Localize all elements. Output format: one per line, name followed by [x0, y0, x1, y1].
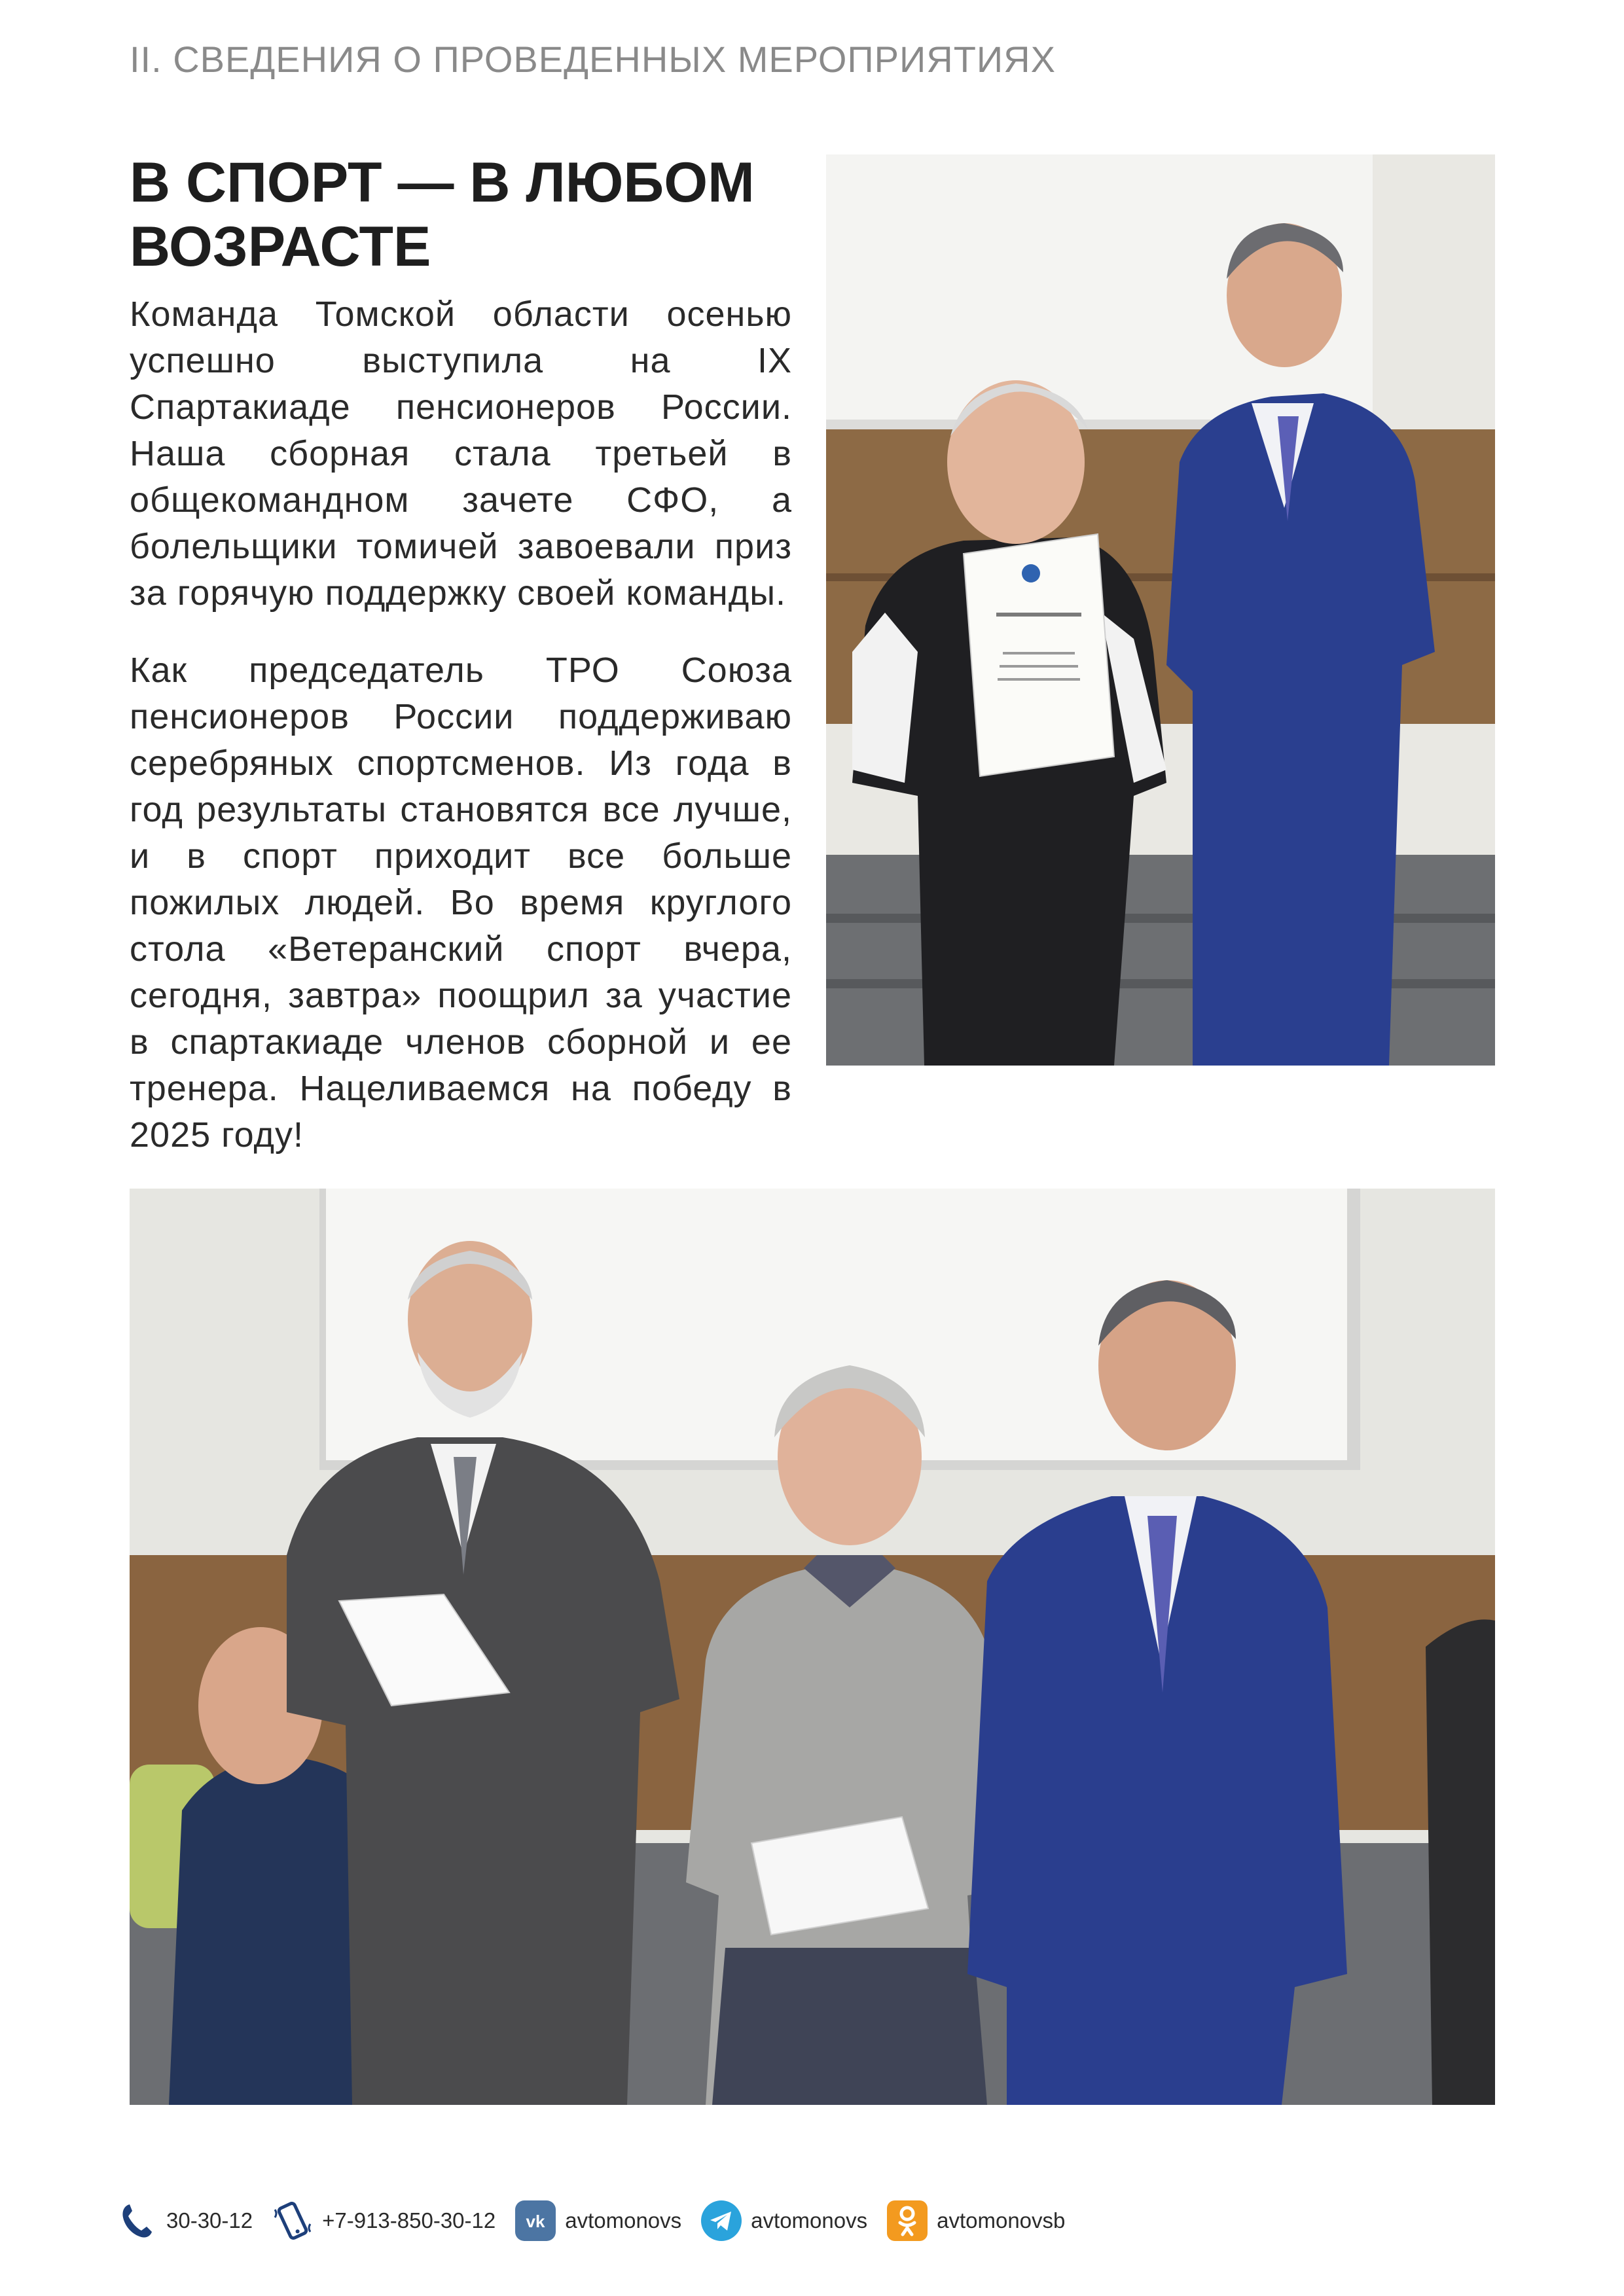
- footer-telegram[interactable]: [701, 2200, 867, 2241]
- mobile-text: +7-913-850-30-12: [322, 2208, 496, 2233]
- article-paragraph-1: Команда Томской области осенью успешно выступила на IX Спартакиаде пенсионеров России. Наша сборная стала третьей в общекомандном зачете СФО, а болельщики томичей завоевали приз за горячую поддержку своей команды.: [130, 295, 792, 613]
- footer-ok[interactable]: [887, 2200, 1065, 2241]
- footer-vk[interactable]: [515, 2200, 681, 2241]
- ok-text: avtomonovsb: [937, 2208, 1066, 2233]
- mobile-phone-icon: [272, 2200, 313, 2241]
- telegram-icon: [701, 2200, 742, 2241]
- telegram-text: avtomonovs: [751, 2208, 868, 2233]
- article-title: В СПОРТ — В ЛЮБОМ ВОЗРАСТЕ: [130, 151, 755, 278]
- photo-group-award: [130, 1189, 1495, 2105]
- footer-contacts: [117, 2191, 1085, 2250]
- footer-mobile[interactable]: [272, 2200, 496, 2241]
- article-paragraph-2: Как председатель ТРО Союза пенсионеров России поддерживаю серебряных спортсменов. Из года в год результаты становятся все лучше, и в спорт приходит все больше пожилых людей. Во время круглого стола «Ветеранский спорт вчера, сегодня, завтра» поощрил за участие в спартакиаде членов сборной и ее тренера. Нацеливаемся на победу в 2025 году!: [130, 651, 792, 1155]
- footer-phone[interactable]: [117, 2200, 253, 2241]
- vk-icon: [515, 2200, 556, 2241]
- phone-icon: [117, 2200, 157, 2241]
- vk-text: avtomonovs: [565, 2208, 682, 2233]
- svg-text:vk: vk: [526, 2212, 545, 2231]
- photo-award-ceremony: [826, 154, 1495, 1066]
- phone-text: 30-30-12: [166, 2208, 253, 2233]
- odnoklassniki-icon: [887, 2200, 928, 2241]
- section-header: II. СВЕДЕНИЯ О ПРОВЕДЕННЫХ МЕРОПРИЯТИЯХ: [130, 39, 1056, 80]
